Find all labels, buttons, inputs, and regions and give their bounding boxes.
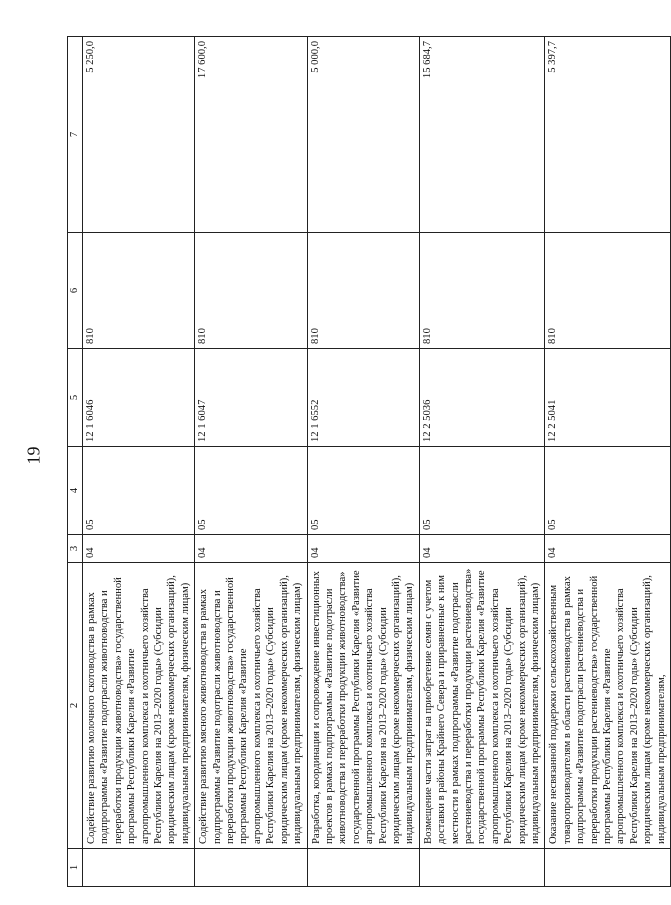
row-amount: 5 397,7 <box>545 37 671 233</box>
header-col-5: 5 <box>68 349 83 447</box>
row-number-cell <box>419 849 545 887</box>
table-row <box>545 37 671 887</box>
header-col-1: 1 <box>68 849 83 887</box>
budget-table-container <box>67 37 667 887</box>
row-subsection-code: 05 <box>419 447 545 535</box>
row-target-article: 12 2 5041 <box>545 349 671 447</box>
row-number-cell <box>545 849 671 887</box>
table-row <box>419 37 545 887</box>
row-description: Содействие развитию мясного животноводства в рамках подпрограммы «Развитие подотрасли животноводства и переработки продукции животноводства» государственной программы Республики Карелия «Развитие агропромышленного комплекса и охотничьего хозяйства Республики Карелия на 2013–2020 годы» (Субсидии юридическим лицам (кроме некоммерческих организаций), индивидуальным предпринимателям, физическим лицам) <box>195 563 307 849</box>
header-col-2: 2 <box>68 563 83 849</box>
row-section-code: 04 <box>83 535 195 563</box>
row-number-cell <box>83 849 195 887</box>
row-description: Оказание несвязанной поддержки сельскохозяйственным товаропроизводителям в области растениеводства в рамках подпрограммы «Развитие подотрасли растениеводства и переработки продукции растениеводства» государственной программы Республики Карелия «Развитие агропромышленного комплекса и охотничьего хозяйства Республики Карелия на 2013–2020 годы» (Субсидии юридическим лицам (кроме некоммерческих организаций), индивидуальным предпринимателям, <box>545 563 671 849</box>
header-col-4: 4 <box>68 447 83 535</box>
row-section-code: 04 <box>545 535 671 563</box>
header-col-6: 6 <box>68 233 83 349</box>
row-description: Разработка, координация и сопровождение инвестиционных проектов в рамках подпрограммы «Развитие подотрасли животноводства и переработки продукции животноводства» государственной программы Республики Карелия «Развитие агропромышленного комплекса и охотничьего хозяйства Республики Карелия на 2013–2020 годы» (Субсидии юридическим лицам (кроме некоммерческих организаций), индивидуальным предпринимателям, физическим лицам) <box>307 563 419 849</box>
row-subsection-code: 05 <box>545 447 671 535</box>
row-number-cell <box>195 849 307 887</box>
row-description: Содействие развитию молочного скотоводства в рамках подпрограммы «Развитие подотрасли животноводства и переработки продукции животноводства» государственной программы Республики Карелия «Развитие агропромышленного комплекса и охотничьего хозяйства Республики Карелия на 2013–2020 годы» (Субсидии юридическим лицам (кроме некоммерческих организаций), индивидуальным предпринимателям, физическим лицам) <box>83 563 195 849</box>
row-number-cell <box>307 849 419 887</box>
row-target-article: 12 1 6552 <box>307 349 419 447</box>
table-row <box>307 37 419 887</box>
row-expense-type: 810 <box>545 233 671 349</box>
row-section-code: 04 <box>419 535 545 563</box>
row-expense-type: 810 <box>307 233 419 349</box>
row-amount: 5 250,0 <box>83 37 195 233</box>
row-target-article: 12 2 5036 <box>419 349 545 447</box>
row-description: Возмещение части затрат на приобретение семян с учетом доставки в районы Крайнего Севера и приравненные к ним местности в рамках подпрограммы «Развитие подотрасли растениеводства и переработки продукции растениеводства» государственной программы Республики Карелия «Развитие агропромышленного комплекса и охотничьего хозяйства Республики Карелия на 2013–2020 годы» (Субсидии юридическим лицам (кроме некоммерческих организаций), индивидуальным предпринимателям, физическим лицам) <box>419 563 545 849</box>
row-amount: 15 684,7 <box>419 37 545 233</box>
page-number: 19 <box>23 446 44 465</box>
row-subsection-code: 05 <box>83 447 195 535</box>
row-target-article: 12 1 6047 <box>195 349 307 447</box>
row-section-code: 04 <box>307 535 419 563</box>
row-amount: 17 600,0 <box>195 37 307 233</box>
table-header-row <box>68 37 83 887</box>
row-subsection-code: 05 <box>195 447 307 535</box>
table-row <box>195 37 307 887</box>
header-col-3: 3 <box>68 535 83 563</box>
row-target-article: 12 1 6046 <box>83 349 195 447</box>
table-row <box>83 37 195 887</box>
row-section-code: 04 <box>195 535 307 563</box>
row-expense-type: 810 <box>195 233 307 349</box>
row-amount: 5 000,0 <box>307 37 419 233</box>
header-col-7: 7 <box>68 37 83 233</box>
row-expense-type: 810 <box>419 233 545 349</box>
row-expense-type: 810 <box>83 233 195 349</box>
budget-table <box>67 36 671 887</box>
row-subsection-code: 05 <box>307 447 419 535</box>
